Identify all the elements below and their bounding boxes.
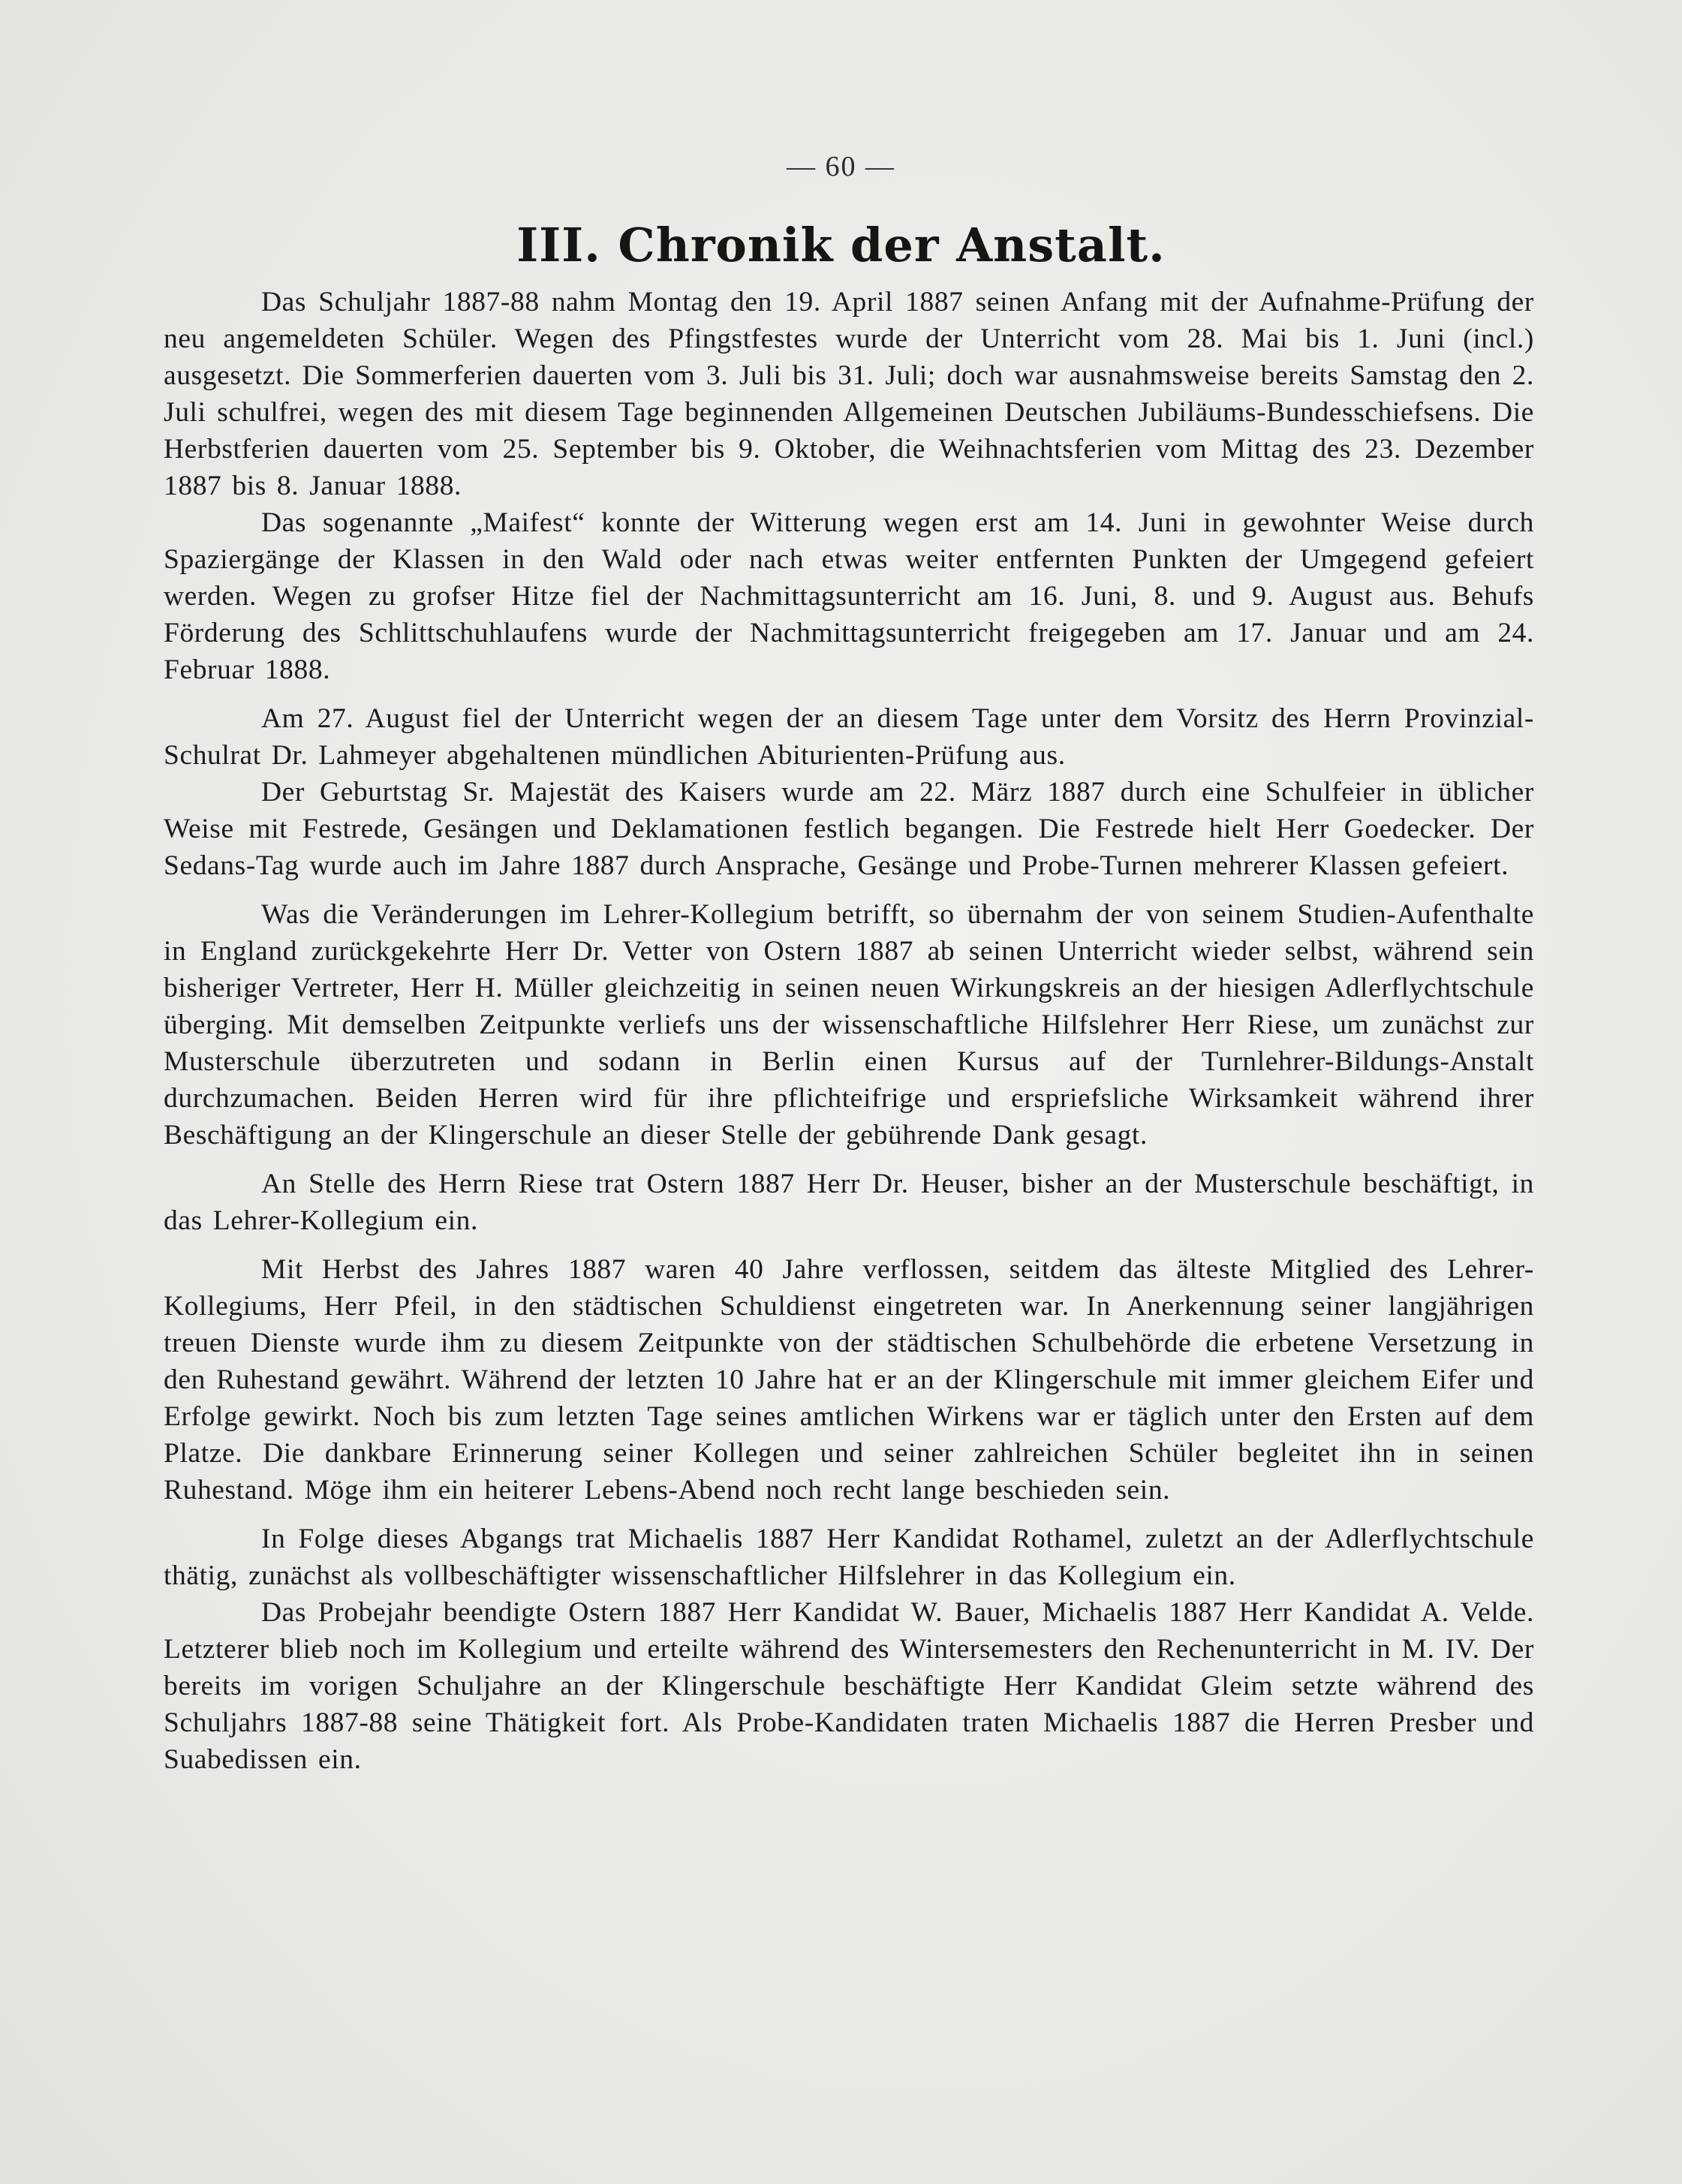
paragraph-rothamel: In Folge dieses Abgangs trat Michaelis 1887 Herr Kandidat Rothamel, zuletzt an der Adlerflychtschule thätig, zunächst als vollbeschäftigter wissenschaftlicher Hilfslehrer in das Kollegium ein. bbox=[164, 1524, 1534, 1591]
paragraph-abitur: Am 27. August fiel der Unterricht wegen der an diesem Tage unter dem Vorsitz des Herrn Provinzial-Schulrat Dr. Lahmeyer abgehaltenen mündlichen Abiturienten-Prüfung aus. bbox=[164, 703, 1534, 771]
paragraph-heuser: An Stelle des Herrn Riese trat Ostern 1887 Herr Dr. Heuser, bisher an der Musterschule beschäftigt, in das Lehrer-Kollegium ein. bbox=[164, 1169, 1534, 1236]
paragraph-school-year: Das Schuljahr 1887-88 nahm Montag den 19. April 1887 seinen Anfang mit der Aufnahme-Prüfung der neu angemeldeten Schüler. Wegen des Pfingstfestes wurde der Unterricht vom 28. Mai bis 1. Juni (incl.) ausgesetzt. Die Sommerferien dauerten vom 3. Juli bis 31. Juli; doch war ausnahmsweise bereits Samstag den 2. Juli schulfrei, wegen des mit diesem Tage beginnenden Allgemeinen Deutschen Jubiläums-Bundesschiefsens. Die Herbstferien dauerten vom 25. September bis 9. Oktober, die Weihnachtsferien vom Mittag des 23. Dezember 1887 bis 8. Januar 1888. bbox=[164, 287, 1534, 501]
paragraph-staff-changes: Was die Veränderungen im Lehrer-Kollegium betrifft, so übernahm der von seinem Studien-Aufenthalte in England zurückgekehrte Herr Dr. Vetter von Ostern 1887 ab seinen Unterricht wieder selbst, während sein bisheriger Vertreter, Herr H. Müller gleichzeitig in seinen neuen Wirkungskreis an der hiesigen Adlerflychtschule überging. Mit demselben Zeitpunkte verliefs uns der wissenschaftliche Hilfslehrer Herr Riese, um zunächst zur Musterschule überzutreten und sodann in Berlin einen Kursus auf der Turnlehrer-Bildungs-Anstalt durchzumachen. Beiden Herren wird für ihre pflichteifrige und erspriefsliche Wirksamkeit während ihrer Beschäftigung an der Klingerschule an dieser Stelle der gebührende Dank gesagt. bbox=[164, 899, 1534, 1151]
chapter-title: III. Chronik der Anstalt. bbox=[516, 218, 1166, 272]
paragraph-pfeil: Mit Herbst des Jahres 1887 waren 40 Jahre verflossen, seitdem das älteste Mitglied des Lehrer-Kollegiums, Herr Pfeil, in den städtischen Schuldienst eingetreten war. In Anerkennung seiner langjährigen treuen Dienste wurde ihm zu diesem Zeitpunkte von der städtischen Schulbehörde die erbetene Versetzung in den Ruhestand gewährt. Während der letzten 10 Jahre hat er an der Klingerschule mit immer gleichem Eifer und Erfolge gewirkt. Noch bis zum letzten Tage seines amtlichen Wirkens war er täglich unter den Ersten auf dem Platze. Die dankbare Erinnerung seiner Kollegen und seiner zahlreichen Schüler begleitet ihn in seinen Ruhestand. Möge ihm ein heiterer Lebens-Abend noch recht lange beschieden sein. bbox=[164, 1254, 1534, 1506]
paragraph-maifest: Das sogenannte „Maifest“ konnte der Witterung wegen erst am 14. Juni in gewohnter Weise durch Spaziergänge der Klassen in den Wald oder nach etwas weiter entfernten Punkten der Umgegend gefeiert werden. Wegen zu grofser Hitze fiel der Nachmittagsunterricht am 16. Juni, 8. und 9. August aus. Behufs Förderung des Schlittschuhlaufens wurde der Nachmittagsunterricht freigegeben am 17. Januar und am 24. Februar 1888. bbox=[164, 507, 1534, 685]
chronicle-text bbox=[164, 284, 1534, 1778]
paragraph-probejahr: Das Probejahr beendigte Ostern 1887 Herr Kandidat W. Bauer, Michaelis 1887 Herr Kandidat A. Velde. Letzterer blieb noch im Kollegium und erteilte während des Wintersemesters den Rechenunterricht in M. IV. Der bereits im vorigen Schuljahre an der Klingerschule beschäftigte Herr Kandidat Gleim setzte während des Schuljahrs 1887-88 seine Thätigkeit fort. Als Probe-Kandidaten traten Michaelis 1887 die Herren Presber und Suabedissen ein. bbox=[164, 1597, 1534, 1775]
paragraph-kaiser-birthday: Der Geburtstag Sr. Majestät des Kaisers wurde am 22. März 1887 durch eine Schulfeier in üblicher Weise mit Festrede, Gesängen und Deklamationen festlich begangen. Die Festrede hielt Herr Goedecker. Der Sedans-Tag wurde auch im Jahre 1887 durch Ansprache, Gesänge und Probe-Turnen mehrerer Klassen gefeiert. bbox=[164, 777, 1534, 881]
page-number: — 60 — bbox=[787, 151, 895, 182]
